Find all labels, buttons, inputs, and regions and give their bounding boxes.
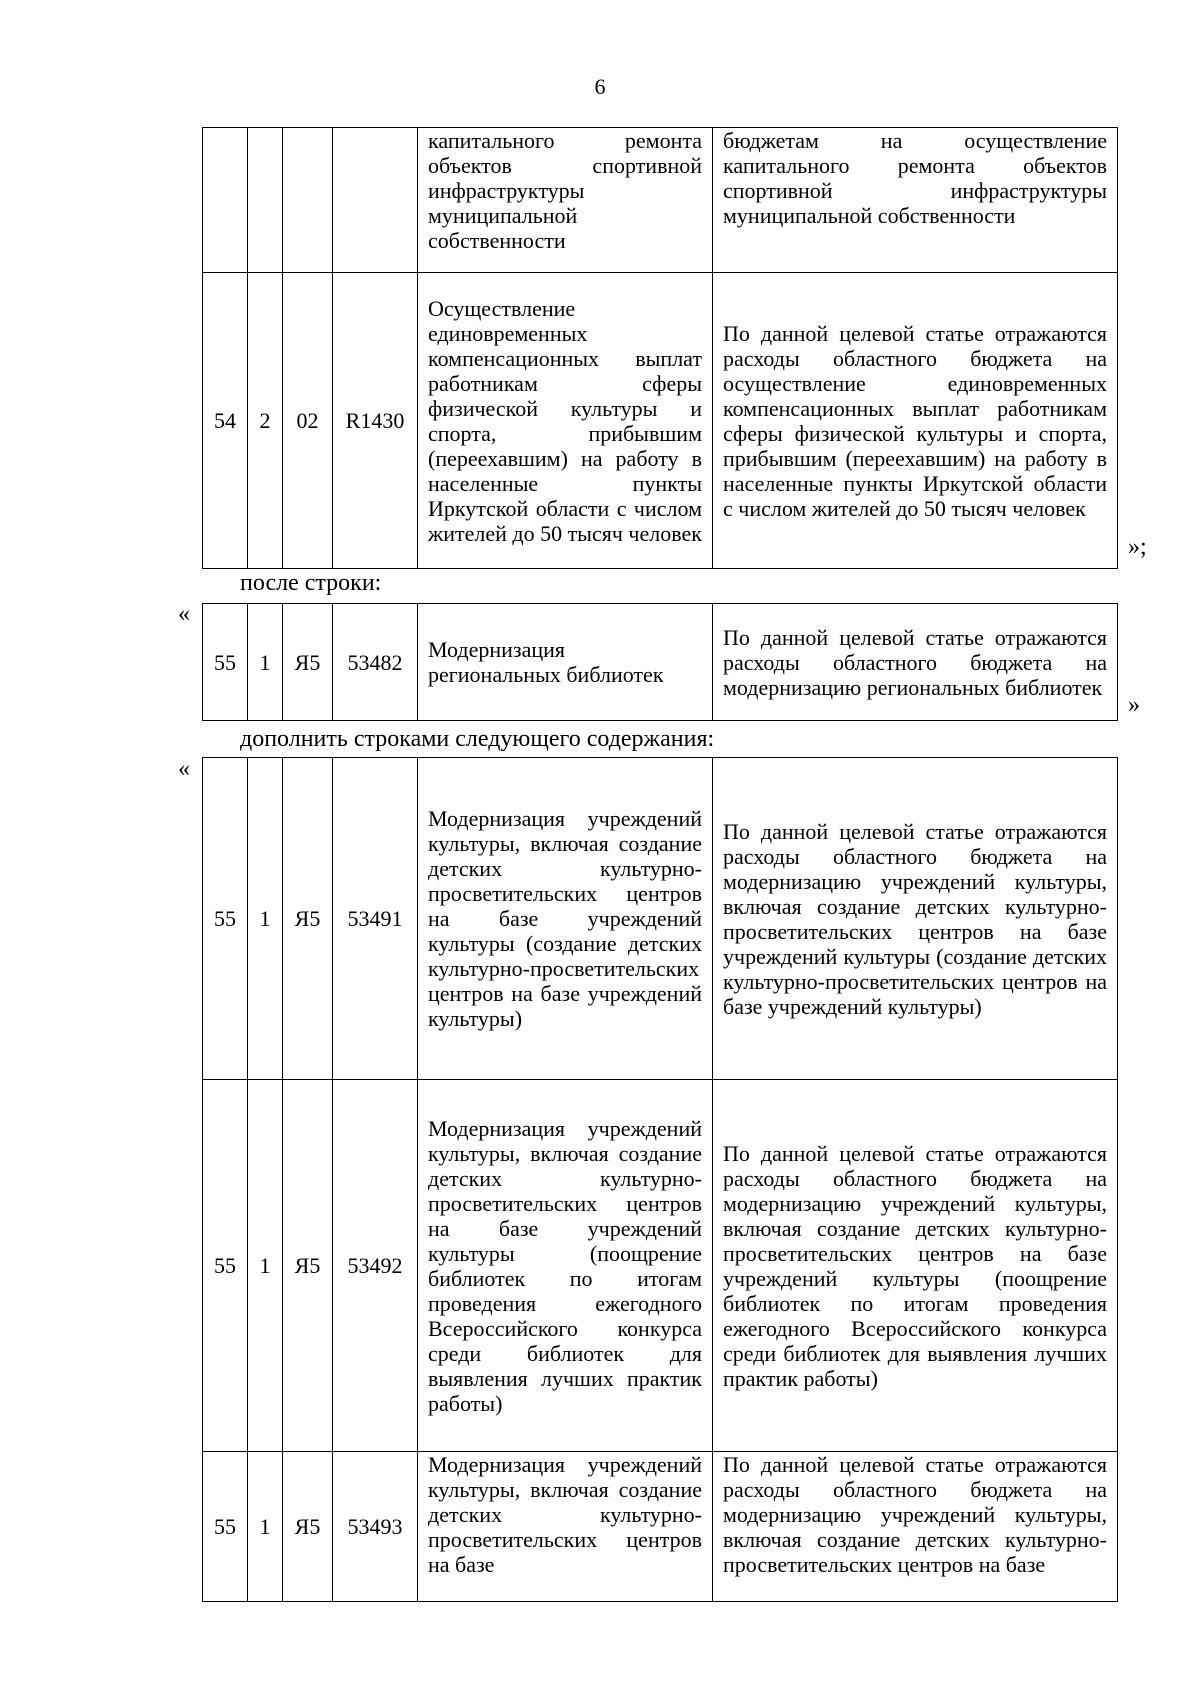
code-cell	[248, 128, 283, 273]
table-row	[203, 273, 1118, 569]
code-cell: 1	[248, 604, 283, 721]
item-description-cell: По данной целевой статье отражаются расходы областного бюджета на модернизацию региональных библиотек	[713, 604, 1118, 721]
item-name-cell: Модернизация учреждений культуры, включая создание детских культурно-просветительских центров на базе учреждений культуры (поощрение библиотек по итогам проведения ежегодного Всероссийского конкурса среди библиотек для выявления лучших практик работы)	[418, 1080, 713, 1452]
closing-quote: »;	[1128, 534, 1147, 560]
code-cell: Я5	[283, 758, 333, 1080]
code-cell: 53493	[333, 1452, 418, 1602]
code-cell: 55	[203, 604, 248, 721]
item-description-cell: По данной целевой статье отражаются расходы областного бюджета на модернизацию учреждений культуры, включая создание детских культурно-просветительских центров на базе	[713, 1452, 1118, 1602]
page-number: 6	[594, 74, 606, 99]
opening-quote: «	[178, 601, 190, 627]
table-row	[203, 128, 1118, 273]
add-rows-label: дополнить строками следующего содержания:	[240, 726, 715, 752]
item-name-cell: Модернизация учреждений культуры, включая создание детских культурно-просветительских центров на базе	[418, 1452, 713, 1602]
code-cell	[333, 128, 418, 273]
table-row	[203, 604, 1118, 721]
item-description-cell: По данной целевой статье отражаются расходы областного бюджета на модернизацию учреждений культуры, включая создание детских культурно-просветительских центров на базе учреждений культуры (создание детских культурно-просветительских центров на базе учреждений культуры)	[713, 758, 1118, 1080]
code-cell: 53482	[333, 604, 418, 721]
item-name-cell: Модернизация региональных библиотек	[418, 604, 713, 721]
code-cell: 02	[283, 273, 333, 569]
table-row	[203, 1080, 1118, 1452]
code-cell	[283, 128, 333, 273]
item-name-cell: капитального ремонта объектов спортивной инфраструктуры муниципальной собственности	[418, 128, 713, 273]
item-description-cell: По данной целевой статье отражаются расходы областного бюджета на модернизацию учреждений культуры, включая создание детских культурно-просветительских центров на базе учреждений культуры (поощрение библиотек по итогам проведения ежегодного Всероссийского конкурса среди библиотек для выявления лучших практик работы)	[713, 1080, 1118, 1452]
code-cell: R1430	[333, 273, 418, 569]
item-name-cell: Модернизация учреждений культуры, включая создание детских культурно-просветительских центров на базе учреждений культуры (создание детских культурно-просветительских центров на базе учреждений культуры)	[418, 758, 713, 1080]
item-name-cell: Осуществление единовременных компенсационных выплат работникам сферы физической культуры и спорта, прибывшим (переехавшим) на работу в населенные пункты Иркутской области с числом жителей до 50 тысяч человек	[418, 273, 713, 569]
table-row	[203, 758, 1118, 1080]
code-cell: 2	[248, 273, 283, 569]
code-cell: 55	[203, 758, 248, 1080]
code-cell: Я5	[283, 1080, 333, 1452]
code-cell: 53492	[333, 1080, 418, 1452]
code-cell: 55	[203, 1080, 248, 1452]
reference-row-table	[202, 603, 1118, 721]
code-cell: 1	[248, 1452, 283, 1602]
code-cell: 1	[248, 758, 283, 1080]
after-row-label: после строки:	[240, 570, 382, 596]
item-description-cell: бюджетам на осуществление капитального ремонта объектов спортивной инфраструктуры муниципальной собственности	[713, 128, 1118, 273]
code-cell: 53491	[333, 758, 418, 1080]
table-row	[203, 1452, 1118, 1602]
item-description-cell: По данной целевой статье отражаются расходы областного бюджета на осуществление единовременных компенсационных выплат работникам сферы физической культуры и спорта, прибывшим (переехавшим) на работу в населенные пункты Иркутской области с числом жителей до 50 тысяч человек	[713, 273, 1118, 569]
classification-table-continued	[202, 127, 1118, 569]
added-rows-table	[202, 757, 1118, 1602]
code-cell: 55	[203, 1452, 248, 1602]
code-cell: 54	[203, 273, 248, 569]
code-cell: Я5	[283, 1452, 333, 1602]
code-cell: Я5	[283, 604, 333, 721]
closing-quote: »	[1128, 692, 1140, 718]
opening-quote: «	[178, 756, 190, 782]
code-cell	[203, 128, 248, 273]
code-cell: 1	[248, 1080, 283, 1452]
